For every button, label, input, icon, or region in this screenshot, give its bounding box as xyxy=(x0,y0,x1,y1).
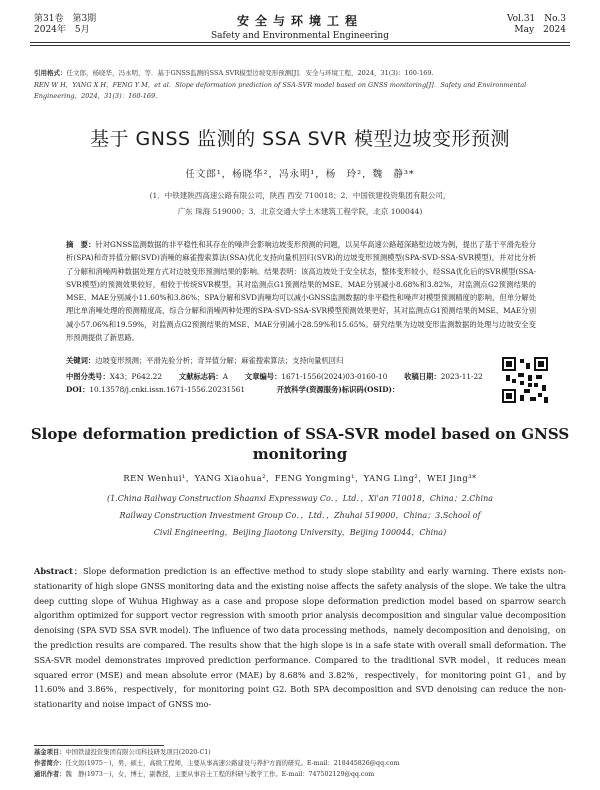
citation-label: 引用格式： xyxy=(34,69,67,77)
footnote-text: 魏 静(1973－)，女，博士，副教授，主要从事岩土工程的科研与教学工作。E-mail：747502129@qq.com xyxy=(65,771,375,778)
abstract-en-text: Slope deformation prediction is an effective method to study slope stability and early warning. There exists non-stationarity of high slope GNSS monitoring data and the existing noise affects the safety analysis of the slope. We take the ultra deep cutting slope of Wuhua Highway as a case and propose slope deformation prediction model based on sparrow search algorithm optimized for support vector regression with smooth prior analysis decomposition and singular value decomposition denoising (SPA SVD SSA SVR model). The influence of two data processing methods，namely decomposition and denoising，on the prediction results are compared. The results show that the high slope is in a safe state with overall small deformation. The SSA-SVR model demonstrates improved prediction performance. Compared to the traditional SVR model，it reduces mean squared error (MSE) and mean absolute error (MAE) by 8.68% and 3.82%，respectively，for monitoring point G1，and by 11.60% and 3.86%，respectively，for monitoring point G2. Both SPA decomposition and SVD denoising can reduce the non-stationarity and noise impact of GNSS mo- xyxy=(34,566,567,710)
affiliation-cn-line: 广东 珠海 519000；3．北京交通大学土木建筑工程学院，北京 100044) xyxy=(177,207,423,216)
abstract-en xyxy=(34,564,566,712)
footnotes xyxy=(34,747,574,780)
abstract-cn-label: 摘 要： xyxy=(66,240,96,249)
paper-title-en: Slope deformation prediction of SSA-SVR model based on GNSS monitoring xyxy=(30,425,570,463)
clc-label: 中图分类号： xyxy=(66,372,110,381)
doi-label: DOI： xyxy=(66,385,90,394)
affiliation-en xyxy=(70,490,530,541)
footnote-author xyxy=(34,758,574,769)
affiliation-en-line: Civil Engineering，Beijing Jiaotong University，Beijing 100044，China) xyxy=(153,528,447,537)
abstract-cn-text: 针对GNSS监测数据的非平稳性和其存在的噪声会影响边坡变形预测的问题，以吴华高速公路超深路堑边坡为例，提出了基于平滑先验分析(SPA)和奇异值分解(SVD)消噪的麻雀搜索算法(SSA)优化支持向量机回归(SVR)的边坡变形预测模型(SPA-SVD-SSA-SVR模型)，并对比分析了分解和消噪两种数据处理方式对边坡变形预测结果的影响。结果表明：该高边坡处于安全状态，整体变形较小，经SSA优化后的SVR模型(SSA-SVR模型)的预测效果较好，相较于传统SVR模型，其对监测点G1预测结果的MSE、MAE分别减小8.68%和3.82%，对监测点G2预测结果的MSE、MAE分别减小11.60%和3.86%；SPA分解和SVD消噪均可以减小GNSS监测数据的非平稳性和噪声对模型预测精度的影响，但单分解处理比单消噪处理的预测精度高，综合分解和消噪两种处理的SPA-SVD-SSA-SVR模型预测效果更好，其对监测点G1预测结果的MSE、MAE分别减小57.06%和19.59%，对监测点G2预测结果的MSE、MAE分别减小28.59%和15.65%。研究结果为边坡变形监测数据的处理与边坡安全变形预测提供了新思路。 xyxy=(66,240,536,343)
doc-code-label: 文献标志码： xyxy=(178,372,223,381)
article-meta xyxy=(66,370,483,396)
affiliation-cn-line: (1．中铁建陕西高速公路有限公司，陕西 西安 710018；2．中国铁建投资集团有限公司， xyxy=(149,191,451,200)
header-rule xyxy=(30,42,570,43)
footnote-text: 中国铁建投资集团有限公司科技研发项目(2020-C1) xyxy=(65,749,211,756)
keywords-cn xyxy=(66,355,536,367)
footnote-label: 作者简介： xyxy=(34,760,66,767)
abstract-en-label: Abstract： xyxy=(34,566,83,576)
header-volume-en: Vol.31 No.3 xyxy=(506,14,566,24)
journal-title-cn: 安全与环境工程 xyxy=(236,14,363,28)
authors-cn: 任文郎¹，杨晓华²，冯永明¹，杨 玲²，魏 静³* xyxy=(185,169,415,180)
citation-en: REN W H，YANG X H，FENG Y M，et al．Slope deformation prediction of SSA-SVR model based on GNSS monitoring[J]．Safety and Environmental Engineering，2024，31(3)：160-169. xyxy=(34,80,527,100)
osid-label: 开放科学(资源服务)标识码(OSID)： xyxy=(276,385,400,394)
received-value: 2023-11-22 xyxy=(440,372,483,381)
journal-title-en: Safety and Environmental Engineering xyxy=(211,31,389,41)
doc-code-value: A xyxy=(222,372,228,381)
header-date: 2024年 5月 xyxy=(34,25,90,35)
keywords-cn-text: 边坡变形预测；平滑先验分析；奇异值分解；麻雀搜索算法；支持向量机回归 xyxy=(95,356,344,365)
affiliation-cn xyxy=(80,188,520,220)
received-label: 收稿日期： xyxy=(404,372,441,381)
authors-en: REN Wenhui¹，YANG Xiaohua²，FENG Yongming¹，YANG Ling²，WEI Jing³* xyxy=(123,473,477,483)
qr-code-icon[interactable] xyxy=(500,355,550,405)
citation-cn: 任文郎，杨晓华，冯永明，等．基于GNSS监测的SSA SVR模型边坡变形预测[J]．安全与环境工程，2024，31(3)：160-169. xyxy=(66,69,434,77)
footnote-label: 通讯作者： xyxy=(34,771,66,778)
footnote-rule xyxy=(34,745,164,746)
footnote-corresponding xyxy=(34,769,574,780)
article-no-value: 1671-1556(2024)03-0160-10 xyxy=(281,372,388,381)
affiliation-en-line: Railway Construction Investment Group Co．，Ltd．，Zhuhai 519000，China；3.School of xyxy=(119,511,481,520)
article-no-label: 文章编号： xyxy=(244,372,282,381)
affiliation-en-line: (1.China Railway Construction Shaanxi Expressway Co．，Ltd．，Xi'an 710018，China；2.China xyxy=(106,494,494,503)
header-date-en: May 2024 xyxy=(514,25,566,35)
header-issue-en xyxy=(507,14,566,36)
clc-value: X43；P642.22 xyxy=(109,372,162,381)
abstract-cn xyxy=(66,238,536,344)
paper-title-cn: 基于 GNSS 监测的 SSA SVR 模型边坡变形预测 xyxy=(90,128,510,150)
keywords-cn-label: 关键词： xyxy=(66,356,96,365)
doi-value: 10.13578/j.cnki.issn.1671-1556.20231561 xyxy=(89,385,246,394)
header-volume: 第31卷 第3期 xyxy=(34,14,97,24)
footnote-label: 基金项目： xyxy=(34,749,66,756)
citation-block xyxy=(34,68,566,103)
footnote-funding xyxy=(34,747,574,758)
header-rule-thin xyxy=(30,45,570,46)
footnote-text: 任文郎(1975－)，男，硕士，高级工程师，主要从事高速公路建设与养护方面的研究。E-mail：218445826@qq.com xyxy=(65,760,400,767)
